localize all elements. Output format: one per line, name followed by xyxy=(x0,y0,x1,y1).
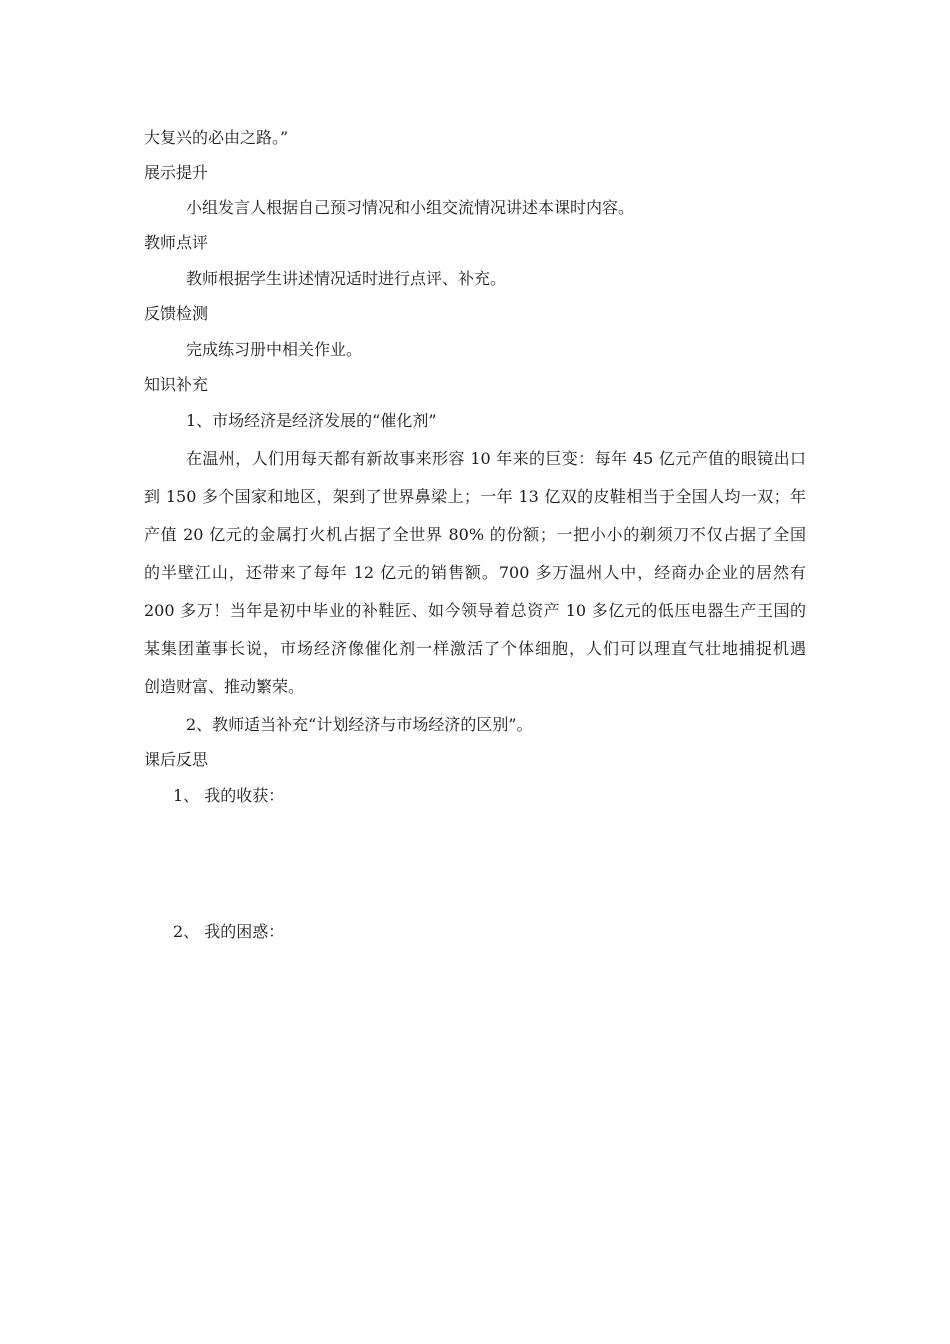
showcase-text: 小组发言人根据自己预习情况和小组交流情况讲述本课时内容。 xyxy=(186,198,635,217)
knowledge-paragraph-line: 在温州，人们用每天都有新故事来形容 10 年来的巨变：每年 45 亿元产值的眼镜出口 xyxy=(186,449,806,468)
reflection-gains: 1、 我的收获： xyxy=(173,786,285,805)
heading-showcase: 展示提升 xyxy=(144,163,209,182)
reflection-confusions: 2、 我的困惑： xyxy=(173,922,285,941)
heading-knowledge: 知识补充 xyxy=(144,375,209,394)
feedback-text: 完成练习册中相关作业。 xyxy=(186,340,363,359)
heading-feedback: 反馈检测 xyxy=(144,304,209,323)
knowledge-paragraph-line: 的半壁江山，还带来了每年 12 亿元的销售额。700 多万温州人中，经商办企业的居然有 xyxy=(144,563,806,582)
heading-teacher-review: 教师点评 xyxy=(144,233,209,252)
knowledge-item1-title: 1、市场经济是经济发展的“催化剂” xyxy=(186,411,437,430)
teacher-review-text: 教师根据学生讲述情况适时进行点评、补充。 xyxy=(186,269,507,288)
knowledge-paragraph-line: 到 150 多个国家和地区，架到了世界鼻梁上；一年 13 亿双的皮鞋相当于全国人均一双；年 xyxy=(144,487,806,506)
knowledge-paragraph-line: 200 多万！当年是初中毕业的补鞋匠、如今领导着总资产 10 多亿元的低压电器生产王国的 xyxy=(144,601,806,620)
heading-reflection: 课后反思 xyxy=(144,750,209,769)
knowledge-item2: 2、教师适当补充“计划经济与市场经济的区别”。 xyxy=(186,715,533,734)
knowledge-paragraph-line: 创造财富、推动繁荣。 xyxy=(144,677,305,696)
knowledge-paragraph-line: 产值 20 亿元的金属打火机占据了全世界 80% 的份额；一把小小的剃须刀不仅占据了全国 xyxy=(144,525,806,544)
intro-continuation: 大复兴的必由之路。” xyxy=(144,128,289,147)
knowledge-paragraph-line: 某集团董事长说，市场经济像催化剂一样激活了个体细胞，人们可以理直气壮地捕捉机遇 xyxy=(144,639,806,658)
